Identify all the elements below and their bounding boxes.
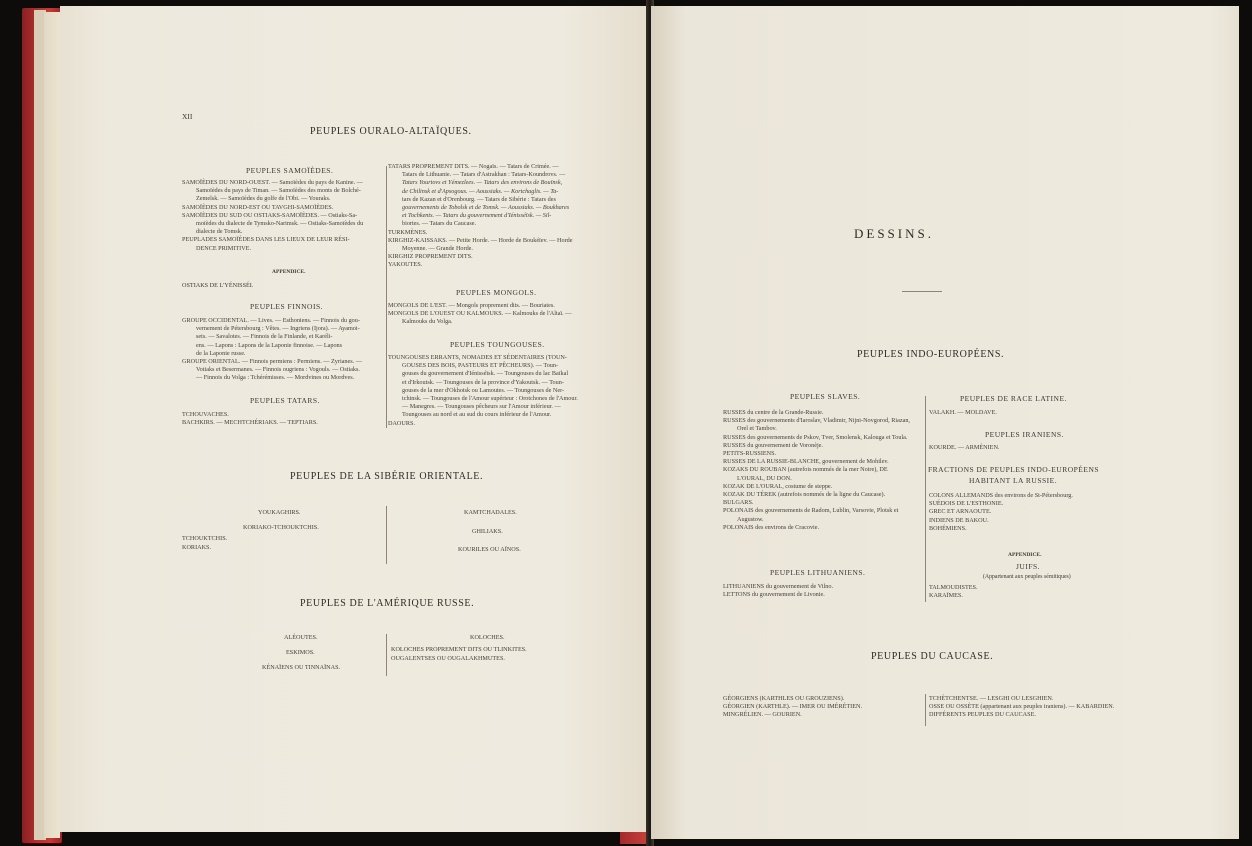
list-line: POLONAIS des gouvernements de Radom, Lublin, Varsovie, Plotsk et <box>723 507 899 515</box>
heading-iraniens: PEUPLES IRANIENS. <box>985 430 1064 439</box>
section-title-caucase: PEUPLES DU CAUCASE. <box>871 651 994 662</box>
list-line: Moyenne. — Grande Horde. <box>402 245 473 253</box>
siberie-item: GHILIAKS. <box>472 528 503 535</box>
list-line: GROUPE ORIENTAL. — Finnois permiens : Permiens. — Zyrianes. — <box>182 358 362 366</box>
list-line: Augustow. <box>737 515 764 523</box>
page-number: XII <box>182 112 193 121</box>
toungouses-list <box>388 354 598 428</box>
list-line: TALMOUDISTES. <box>929 584 978 591</box>
samoyedes-list <box>182 179 382 253</box>
section-title-indo-europeens: PEUPLES INDO-EUROPÉENS. <box>857 349 1005 360</box>
heading-race-latine: PEUPLES DE RACE LATINE. <box>960 394 1067 403</box>
list-line: et d'Irkoutsk. — Toungouses de la province d'Yakoutsk. — Toun- <box>402 378 564 386</box>
heading-slaves: PEUPLES SLAVES. <box>790 392 861 401</box>
list-line: KIRGHIZ PROPREMENT DITS. <box>388 253 473 261</box>
list-line: Orel et Tambov. <box>737 425 777 433</box>
list-line: GREC ET ARNAOUTE. <box>929 508 992 516</box>
fractions-list <box>929 492 1129 533</box>
juifs-note: (Appartenant aux peuples sémitiques) <box>983 574 1071 580</box>
iraniens-item: KOURDE. — ARMÉNIEN. <box>929 444 1000 451</box>
list-line: OSSE OU OSSÈTE (appartenant aux peuples iraniens). — KABARDIEN. <box>929 703 1115 711</box>
lithuaniens-list <box>723 583 923 599</box>
list-line: Toungouses au nord et au sud du cours inférieur de l'Amour. <box>402 411 552 419</box>
amerique-item: OUGALENTSES OU OUGALAKHMUTES. <box>391 655 505 662</box>
juifs-list <box>929 584 978 600</box>
column-divider <box>925 694 926 726</box>
list-line: POLONAIS des environs de Cracovie. <box>723 523 820 531</box>
list-line: BOHÉMIENS. <box>929 524 967 532</box>
heading-finnois: PEUPLES FINNOIS. <box>250 302 324 311</box>
list-line: Samoïèdes du pays de Timan. — Samoïèdes des monts de Bolché- <box>196 187 361 195</box>
list-line: BACHKIRS. — MECHTCHÉRIAKS. — TEPTIARS. <box>182 419 318 427</box>
list-line: PETITS-RUSSIENS. <box>723 450 777 458</box>
list-line: LETTONS du gouvernement de Livonie. <box>723 591 825 599</box>
list-line: GÉORGIEN (KARTHLE). — IMER OU IMÉRÉTIEN. <box>723 703 862 711</box>
list-line: DIFFÉRENTS PEUPLES DU CAUCASE. <box>929 711 1036 719</box>
list-line: KARAÏMES. <box>929 592 963 600</box>
list-line: LITHUANIENS du gouvernement de Vilno. <box>723 583 834 590</box>
siberie-item: YOUKAGHIRS. <box>258 509 301 516</box>
list-line: Tatars Yourtovs et Yémezlees. — Tatars des environs de Bouïnsk, <box>402 179 563 187</box>
list-line: RUSSES du centre de la Grande-Russie. <box>723 409 824 416</box>
amerique-item: KÉNAÏENS OU TINNAÏNAS. <box>262 664 341 671</box>
amerique-item: ESKIMOS. <box>286 649 315 656</box>
heading-tatars: PEUPLES TATARS. <box>250 396 320 405</box>
heading-fractions-line2: HABITANT LA RUSSIE. <box>969 476 1058 485</box>
list-line: TURKMÈNES. <box>388 228 428 236</box>
caucase-right-list <box>929 695 1159 720</box>
amerique-item: KOLOCHES PROPREMENT DITS OU TLINKITES. <box>391 646 527 653</box>
heading-lithuaniens: PEUPLES LITHUANIENS. <box>770 568 866 577</box>
list-line: dialecte de Tomsk. <box>196 228 243 236</box>
list-line: RUSSES DE LA RUSSIE-BLANCHE, gouvernement de Mohilev. <box>723 458 889 466</box>
list-line: KOZAK DE L'OURAL, costume de steppe. <box>723 482 833 490</box>
tatars-list <box>182 411 382 427</box>
list-line: TCHÉTCHENTSE. — LESGHI OU LESGHIEN. <box>929 695 1054 702</box>
section-title-amerique: PEUPLES DE L'AMÉRIQUE RUSSE. <box>300 598 475 609</box>
siberie-item: KORIAKS. <box>182 544 212 551</box>
siberie-item: KOURILES OU AÏNOS. <box>458 546 521 553</box>
left-page <box>60 6 648 832</box>
list-line: biortes. — Tatars du Caucase. <box>402 220 477 228</box>
ostiaks-line: OSTIAKS DE L'YÉNISSÉI. <box>182 282 254 289</box>
caucase-left-list <box>723 695 923 720</box>
list-line: INDIENS DE BAKOU. <box>929 516 989 524</box>
dessins-title: DESSINS. <box>854 226 934 241</box>
appendice-label: APPENDICE. <box>1008 552 1042 558</box>
list-line: BULGARS. <box>723 499 754 507</box>
column-divider <box>386 634 387 676</box>
list-line: SAMOÏÈDES DU NORD-OUEST. — Samoïèdes du pays de Kanine. — <box>182 179 363 186</box>
heading-toungouses: PEUPLES TOUNGOUSES. <box>450 340 545 349</box>
list-line: L'OURAL, DU DON. <box>737 474 792 482</box>
list-line: — Manegres. — Toungouses pêcheurs sur l'Amour inférieur. — <box>402 403 561 411</box>
siberie-item: TCHOUKTCHIS. <box>182 535 228 542</box>
list-line: GÉORGIENS (KARTHLES OU GROUZIENS). <box>723 695 845 702</box>
list-line: SUÉDOIS DE L'ESTHONIE. <box>929 500 1004 508</box>
amerique-heading: KOLOCHES. <box>470 634 505 641</box>
finnois-list <box>182 317 382 383</box>
mongols-list <box>388 302 598 327</box>
right-page <box>651 6 1239 839</box>
list-line: de la Laponie russe. <box>196 349 246 357</box>
heading-juifs: JUIFS. <box>1016 562 1041 571</box>
list-line: TCHOUVACHES. <box>182 411 229 418</box>
list-line: TATARS PROPREMENT DITS. — Nogaïs. — Tatars de Crimée. — <box>388 163 559 170</box>
list-line: SAMOÏÈDES DU SUD OU OSTIAKS-SAMOÏÈDES. — Ostiaks-Sa- <box>182 211 358 219</box>
list-line: KOZAK DU TÉREK (autrefois nommés de la ligne du Caucase). <box>723 491 886 499</box>
list-line: Kalmouks du Volga. <box>402 318 453 326</box>
list-line: KOZAKS DU ROUBAN (autrefois nommés de la mer Noire), DE <box>723 466 888 474</box>
list-line: Zemelsk. — Samoïèdes du golfe de l'Obi. — Youraks. <box>196 195 331 203</box>
list-line: moïèdes du dialecte de Tymsko-Narimsk. — Ostiaks-Samoïèdes du <box>196 220 364 228</box>
section-title-siberie: PEUPLES DE LA SIBÉRIE ORIENTALE. <box>290 471 484 482</box>
heading-mongols: PEUPLES MONGOLS. <box>456 288 537 297</box>
list-line: DENCE PRIMITIVE. <box>196 244 251 252</box>
list-line: DAOURS. <box>388 419 415 427</box>
slaves-list <box>723 409 923 532</box>
heading-fractions: FRACTIONS DE PEUPLES INDO-EUROPÉENS <box>928 465 1100 474</box>
list-line: GROUPE OCCIDENTAL. — Lives. — Esthoniens. — Finnois du gou- <box>182 317 360 324</box>
list-line: MINGRÉLIEN. — GOURIEN. <box>723 711 802 719</box>
list-line: de Chilinsk et d'Apsogous. — Aoussiaks. — Kortchaglis. — Ta- <box>402 187 559 195</box>
list-line: Votiaks et Besermanes. — Finnois ougriens : Vogouls. — Ostiaks. <box>196 366 360 374</box>
list-line: PEUPLADES SAMOÏÈDES DANS LES LIEUX DE LEUR RÉSI- <box>182 236 350 244</box>
appendice-label: APPENDICE. <box>272 269 306 275</box>
section-title-ouralo-altaiques: PEUPLES OURALO-ALTAÏQUES. <box>310 126 472 137</box>
list-line: — Finnois du Volga : Tchérémisses. — Mordvines ou Mordves. <box>196 374 355 382</box>
latine-item: VALAKH. — MOLDAVE. <box>929 409 997 416</box>
list-line: RUSSES des gouvernements d'Iaroslav, Vladimir, Nijni-Novgorod, Riazan, <box>723 417 910 425</box>
column-divider <box>386 506 387 564</box>
list-line: COLONS ALLEMANDS des environs de St-Pétersbourg. <box>929 492 1073 499</box>
ornament-rule <box>902 291 942 292</box>
list-line: YAKOUTES. <box>388 261 423 269</box>
tatars-continued-list <box>388 163 598 270</box>
list-line: tchinsk. — Toungouses de l'Amour supérieur : Orotchones de l'Amour. <box>402 395 578 403</box>
list-line: vernement de Pétersbourg : Vêtes. — Ingriens (Ijora). — Ayamoi- <box>196 325 360 333</box>
list-line: sets. — Savalotes. — Finnois de la Finlande, et Karéli- <box>196 333 333 341</box>
column-divider <box>925 396 926 602</box>
list-line: GOUSES DES BOIS, PASTEURS ET PÊCHEURS). — Toun- <box>402 362 559 370</box>
list-line: gouvernements de Tobolsk et de Tomsk. — Aoussiaks. — Boukhares <box>402 204 570 212</box>
list-line: RUSSES du gouvernement de Voronèje. <box>723 441 823 449</box>
list-line: gouses du gouvernement d'Iénisséïsk. — Toungouses du lac Baïkal <box>402 370 569 378</box>
list-line: MONGOLS DE L'OUEST OU KALMOUKS. — Kalmouks de l'Altaï. — <box>388 310 572 318</box>
page-stack-edge-inner <box>44 12 60 838</box>
list-line: et Tochkents. — Tatars du gouvernement d'Iénisséïsk. — Sil- <box>402 212 552 220</box>
list-line: TOUNGOUSES ERRANTS, NOMADES ET SÉDENTAIRES (TOUN- <box>388 354 567 361</box>
list-line: gouses de la mer d'Okhotsk ou Lamoutes. — Toungouses de Ner- <box>402 386 565 394</box>
list-line: SAMOÏÈDES DU NORD-EST OU TAVGHI-SAMOÏÈDES. <box>182 203 334 211</box>
list-line: RUSSES des gouvernements de Pskov, Tver, Smolensk, Kalouga et Toula. <box>723 433 908 441</box>
column-divider <box>386 166 387 428</box>
list-line: Tatars de Lithuanie. — Tatars d'Astrakhan : Tatars-Koundrovs. — <box>402 171 566 179</box>
siberie-item: KAMTCHADALES. <box>464 509 517 516</box>
list-line: KIRGHIZ-KAISSAKS. — Petite Horde. — Horde de Boukéïev. — Horde <box>388 236 573 244</box>
heading-samoyedes: PEUPLES SAMOÏÈDES. <box>246 166 334 175</box>
list-line: ens. — Lapons : Lapons de la Laponie finnoise. — Lapons <box>196 341 343 349</box>
amerique-item: ALÉOUTES. <box>284 634 318 641</box>
list-line: tars de Kazan et d'Orenbourg. — Tatars de Sibérie : Tatars des <box>402 195 556 203</box>
list-line: MONGOLS DE L'EST. — Mongols proprement dits. — Bouriates. <box>388 302 555 309</box>
siberie-item: KORIAKO-TCHOUKTCHIS. <box>243 524 319 531</box>
